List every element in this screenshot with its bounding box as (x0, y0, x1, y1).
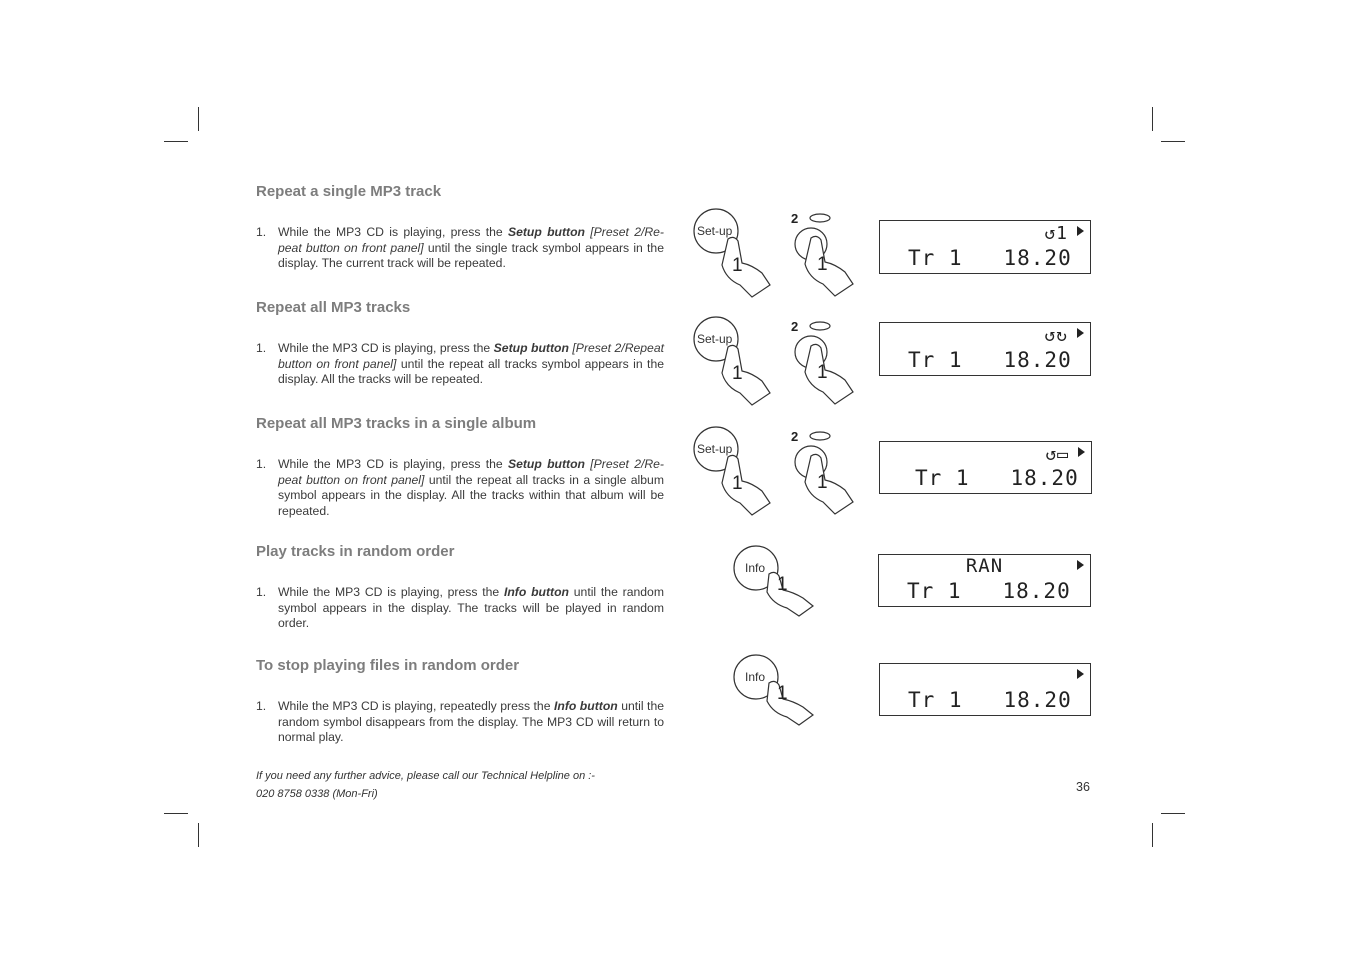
play-arrow-icon (1077, 560, 1084, 570)
crop-mark (164, 141, 188, 142)
button-note: [Preset 2/Re-peat button on front panel] (278, 457, 664, 487)
step-text: until the single track symbol appears in the display. The current track will be repeated. (278, 240, 664, 270)
step-number: 1. (256, 457, 267, 471)
lcd-display (879, 663, 1091, 716)
lcd-display (879, 322, 1091, 376)
info-label: Info (745, 670, 766, 684)
setup-label: Set-up (697, 442, 733, 456)
finger-digit: 1 (732, 473, 743, 494)
preset-2-press-icon (785, 208, 865, 300)
step-text: until the repeat all tracks in a single album symbol appears in the display. All the tracks within that album will be repeated. (278, 472, 664, 518)
button-name: Setup button (507, 225, 585, 239)
button-name: Info button (553, 699, 618, 713)
crop-mark (198, 107, 199, 131)
step-number: 1. (256, 699, 267, 713)
crop-mark (1152, 823, 1153, 847)
lcd-display (879, 441, 1092, 494)
setup-label: Set-up (697, 332, 733, 346)
finger-digit: 1 (817, 362, 828, 383)
step-text: until the repeat all tracks symbol appears in the display. All the tracks will be repeated. (278, 356, 664, 386)
finger-digit: 1 (817, 472, 828, 493)
preset-digit: 2 (791, 429, 799, 444)
preset-digit: 2 (791, 319, 799, 334)
lcd-track-time: Tr 1 18.20 (908, 246, 1072, 270)
finger-digit: 1 (777, 683, 788, 704)
finger-digit: 1 (817, 254, 828, 275)
play-arrow-icon (1077, 328, 1084, 338)
section-heading: Play tracks in random order (256, 543, 455, 560)
lcd-repeat-all-symbol: ↺↻ (1044, 325, 1068, 346)
lcd-repeat-symbol: ↺1 (1044, 223, 1068, 244)
step-text: While the MP3 CD is playing, press the (278, 225, 508, 239)
button-name: Setup button (507, 457, 585, 471)
step-text: While the MP3 CD is playing, press the (278, 341, 494, 355)
step-text: While the MP3 CD is playing, press the (278, 585, 504, 599)
section-heading: Repeat all MP3 tracks (256, 299, 411, 316)
crop-mark (1152, 107, 1153, 131)
step-item (256, 457, 664, 519)
step-text: While the MP3 CD is playing, repeatedly press the (278, 699, 554, 713)
section-heading: Repeat all MP3 tracks in a single album (256, 415, 537, 432)
button-note: [Preset 2/Re-peat button on front panel] (278, 225, 664, 255)
preset-2-press-icon (785, 426, 865, 518)
button-name: Info button (503, 585, 569, 599)
lcd-random-symbol: RAN (965, 555, 1004, 577)
button-note: [Preset 2/Repeat button on front panel] (278, 341, 664, 371)
lcd-display (878, 554, 1091, 607)
step-item (256, 225, 664, 272)
play-arrow-icon (1078, 447, 1085, 457)
setup-button-press-icon (690, 205, 775, 300)
section-heading: Repeat a single MP3 track (256, 183, 442, 200)
play-arrow-icon (1077, 669, 1084, 679)
lcd-track-time: Tr 1 18.20 (907, 579, 1071, 603)
lcd-display (879, 220, 1091, 274)
step-text: until the random symbol appears in the display. The tracks will be played in random order. (278, 585, 664, 630)
finger-digit: 1 (732, 363, 743, 384)
lcd-track-time: Tr 1 18.20 (908, 348, 1072, 372)
step-number: 1. (256, 225, 267, 239)
preset-digit: 2 (791, 211, 799, 226)
step-item (256, 585, 664, 632)
step-number: 1. (256, 341, 267, 355)
finger-digit: 1 (732, 255, 743, 276)
play-arrow-icon (1077, 226, 1084, 236)
button-name: Setup button (493, 341, 569, 355)
step-item (256, 699, 664, 746)
info-label: Info (745, 561, 766, 575)
crop-mark (1161, 141, 1185, 142)
preset-2-press-icon (785, 316, 865, 408)
helpline-number: 020 8758 0338 (Mon-Fri) (256, 788, 378, 800)
page-number: 36 (1076, 780, 1090, 794)
info-button-press-icon (731, 653, 821, 729)
info-button-press-icon (731, 544, 821, 620)
crop-mark (198, 823, 199, 847)
setup-button-press-icon (690, 423, 775, 518)
lcd-track-time: Tr 1 18.20 (908, 688, 1072, 712)
crop-mark (1161, 813, 1185, 814)
lcd-repeat-album-symbol: ↺▭ (1045, 444, 1069, 465)
finger-digit: 1 (777, 574, 788, 595)
step-number: 1. (256, 585, 267, 599)
step-text: While the MP3 CD is playing, press the (278, 457, 508, 471)
setup-button-press-icon (690, 313, 775, 408)
helpline-text: If you need any further advice, please call our Technical Helpline on :- (256, 770, 595, 782)
setup-label: Set-up (697, 224, 733, 238)
step-item (256, 341, 664, 388)
section-heading: To stop playing files in random order (256, 657, 520, 674)
lcd-track-time: Tr 1 18.20 (915, 466, 1079, 490)
step-text: until the random symbol disappears from the display. The MP3 CD will return to normal play. (278, 699, 665, 744)
crop-mark (164, 813, 188, 814)
